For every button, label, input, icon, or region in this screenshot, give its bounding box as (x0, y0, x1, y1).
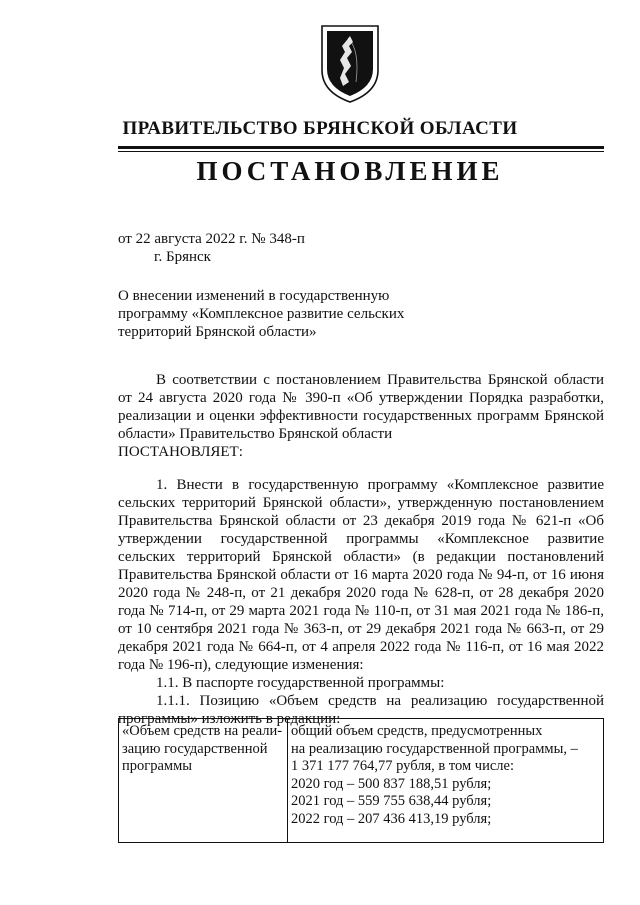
subject-line: территорий Брянской области» (118, 324, 317, 340)
document-type: ПОСТАНОВЛЕНИЕ (196, 156, 504, 186)
table-cell-value (288, 719, 604, 843)
city-line: г. Брянск (154, 249, 211, 265)
table-cell-line: 1 371 177 764,77 рубля, в том числе: (291, 758, 514, 774)
table-cell-line: общий объем средств, предусмотренных (291, 723, 543, 739)
table-cell-line: зацию государственной (122, 740, 268, 757)
item-1-block (118, 476, 604, 728)
government-title: ПРАВИТЕЛЬСТВО БРЯНСКОЙ ОБЛАСТИ (122, 118, 518, 139)
header-rule-thick (118, 146, 604, 149)
coat-of-arms-icon (318, 22, 382, 104)
preamble-text: В соответствии с постановлением Правительства Брянской области от 24 августа 2020 года № 390-п «Об утверждении Порядка разработки, реализации и оценки эффективности государственных программ Брянской области» Правительство Брянской области (118, 372, 604, 442)
item-1-1-text: 1.1. В паспорте государственной программы: (156, 675, 445, 691)
table-cell-line: 2020 год – 500 837 188,51 рубля; (291, 775, 492, 792)
table-row (119, 719, 604, 843)
table-cell-line: «Объем средств на реали- (122, 723, 283, 739)
table-cell-line: программы (122, 758, 192, 774)
subject-line: программу «Комплексное развитие сельских (118, 306, 405, 322)
table-cell-line: 2021 год – 559 755 638,44 рубля; (291, 793, 492, 809)
subject-line: О внесении изменений в государственную (118, 288, 390, 304)
decree-word: ПОСТАНОВЛЯЕТ: (118, 444, 243, 460)
item-1-text: 1. Внести в государственную программу «Комплексное развитие сельских территорий Брянской области», утвержденную постановлением Правительства Брянской области от 23 декабря 2019 года № 621-п «Об утверждении государственной программы «Комплексное развитие сельских территорий Брянской области» (в редакции постановлений Правительства Брянской области от 16 марта 2020 года № 94-п, от 16 июня 2020 года № 248-п, от 21 декабря 2020 года № 628-п, от 28 декабря 2020 года № 714-п, от 29 марта 2021 года № 110-п, от 31 мая 2021 года № 186-п, от 10 сентября 2021 года № 363-п, от 29 декабря 2021 года № 663-п, от 29 декабря 2021 года № 664-п, от 4 апреля 2022 года № 116-п, от 16 мая 2022 года № 196-п), следующие изменения: (118, 477, 604, 673)
passport-table (118, 718, 604, 843)
table-cell-line: 2022 год – 207 436 413,19 рубля; (291, 810, 492, 827)
date-number-line: от 22 августа 2022 г. № 348-п (118, 231, 305, 247)
table-cell-label (119, 719, 288, 843)
header-rule-thin (118, 151, 604, 152)
table-cell-line: на реализацию государственной программы, – (291, 740, 578, 757)
preamble-block (118, 371, 604, 461)
item-1-1-1-text: 1.1.1. Позицию «Объем средств на реализацию государственной программы» изложить в редакции: (118, 693, 604, 727)
